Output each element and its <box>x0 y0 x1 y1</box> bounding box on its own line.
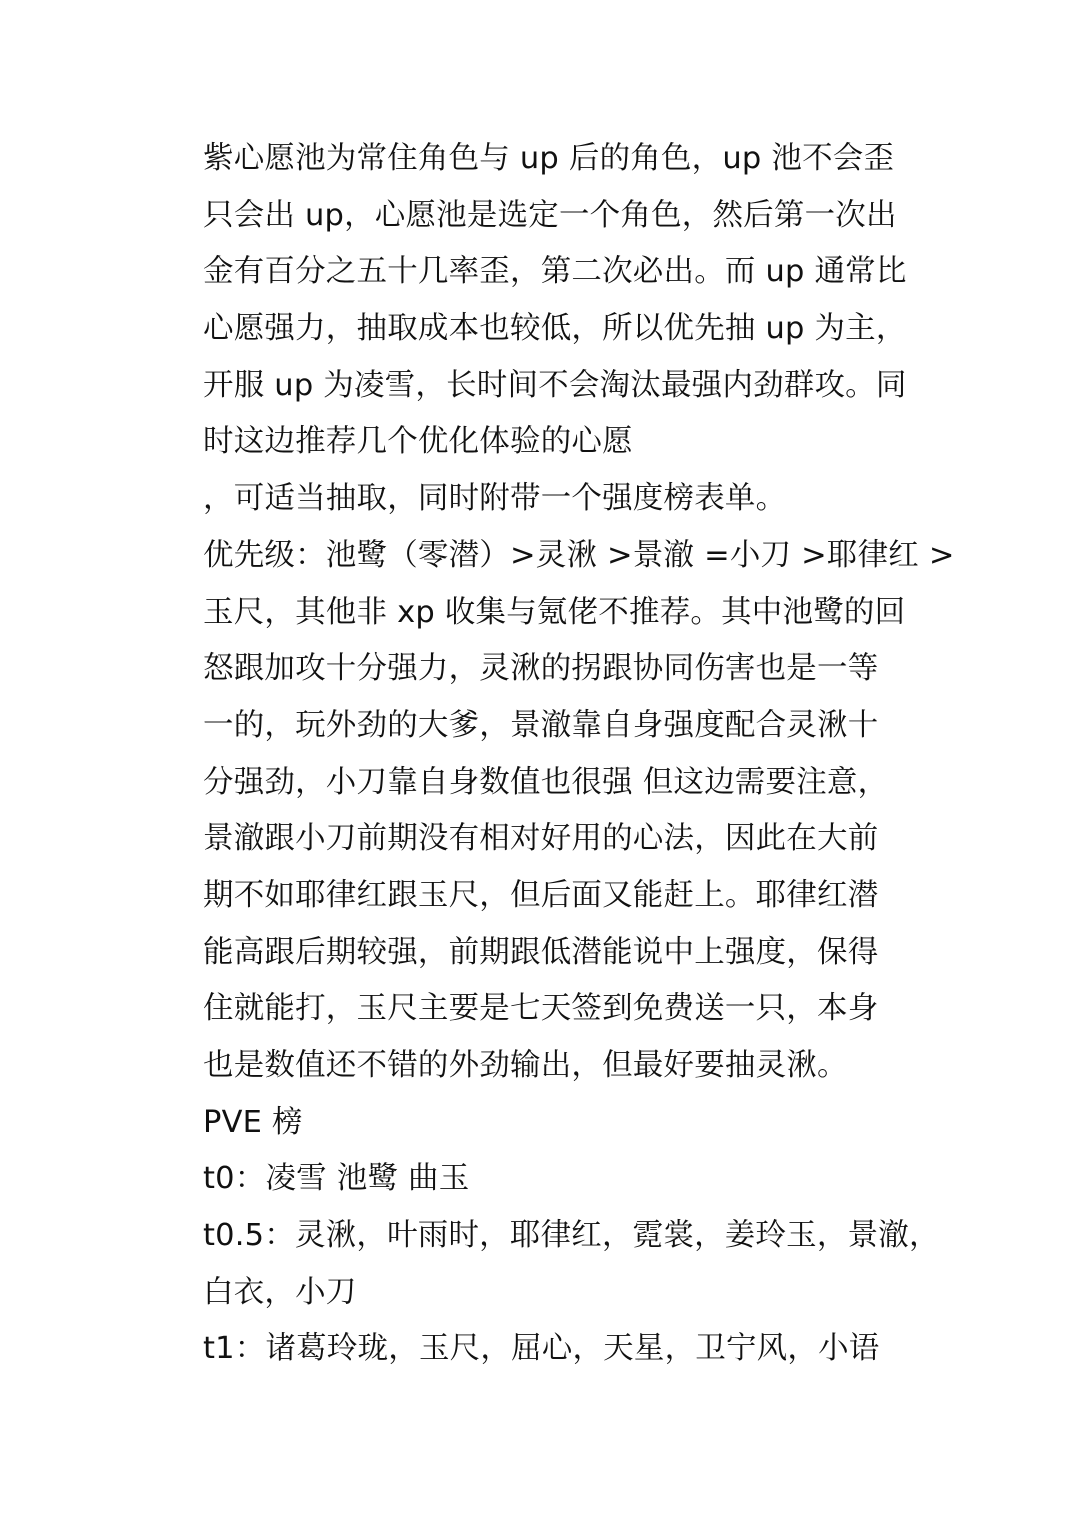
tier-line: t0：凌雪 池鹭 曲玉 <box>203 1161 470 1197</box>
text-line: 紫心愿池为常住角色与 up 后的角色，up 池不会歪 <box>203 141 895 176</box>
text-line: 开服 up 为凌雪，长时间不会淘汰最强内劲群攻。同 <box>203 367 907 403</box>
tier-line: 白衣，小刀 <box>203 1274 357 1310</box>
text-line: 一的，玩外劲的大爹，景澈靠自身强度配合灵湫十 <box>203 707 879 743</box>
text-line: 分强劲，小刀靠自身数值也很强 但这边需要注意， <box>203 764 889 800</box>
text-line: 玉尺，其他非 xp 收集与氪佬不推荐。其中池鹭的回 <box>203 594 906 630</box>
text-line: 景澈跟小刀前期没有相对好用的心法，因此在大前 <box>203 821 879 857</box>
tier-line: t0.5：灵湫，叶雨时，耶律红，霓裳，姜玲玉，景澈， <box>203 1218 940 1254</box>
text-line: 期不如耶律红跟玉尺，但后面又能赶上。耶律红潜 <box>203 877 879 913</box>
text-line: 心愿强力，抽取成本也较低，所以优先抽 up 为主， <box>203 311 907 347</box>
text-line: 只会出 up，心愿池是选定一个角色，然后第一次出 <box>203 197 897 233</box>
text-line: 怒跟加攻十分强力，灵湫的拐跟协同伤害也是一等 <box>203 651 879 687</box>
section-heading: PVE 榜 <box>203 1104 303 1140</box>
text-line: 住就能打，玉尺主要是七天签到免费送一只，本身 <box>203 991 879 1027</box>
text-line: 时这边推荐几个优化体验的心愿 <box>203 424 633 460</box>
text-line: 也是数值还不错的外劲输出，但最好要抽灵湫。 <box>203 1048 848 1083</box>
text-line: 能高跟后期较强，前期跟低潜能说中上强度，保得 <box>203 934 879 970</box>
text-line: 金有百分之五十几率歪，第二次必出。而 up 通常比 <box>203 254 907 290</box>
document-body <box>203 131 963 1378</box>
text-line: ，可适当抽取，同时附带一个强度榜表单。 <box>203 481 787 517</box>
tier-line: t1：诸葛玲珑，玉尺，屈心，天星，卫宁风，小语 <box>203 1331 880 1367</box>
text-line: 优先级：池鹭（零潜）>灵湫 >景澈 =小刀 >耶律红 > <box>203 537 955 573</box>
